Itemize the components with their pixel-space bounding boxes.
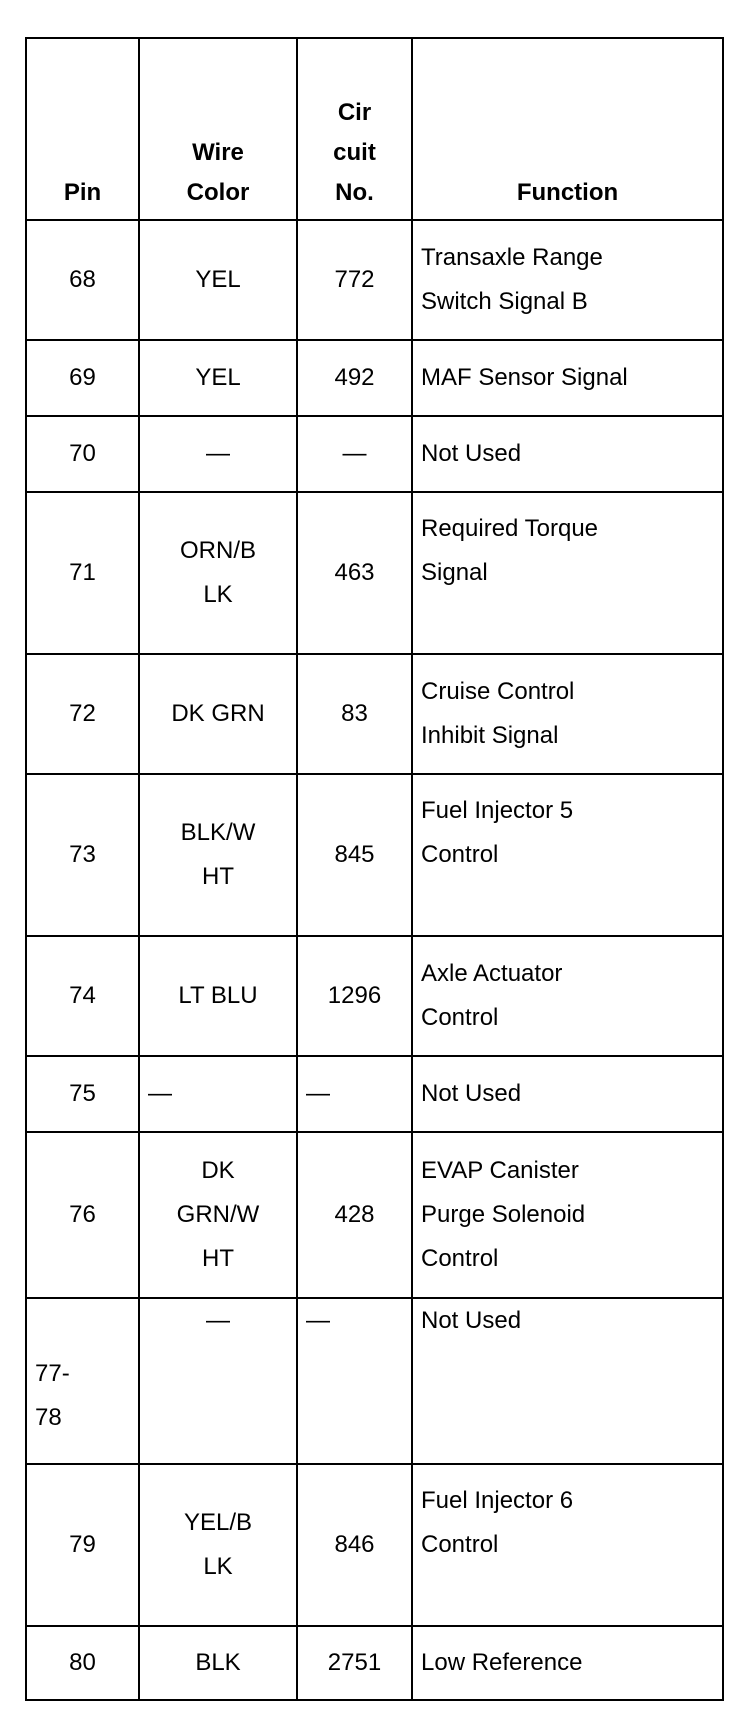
header-circuit-no: Cir cuit No.: [297, 38, 412, 220]
pin-cell: 77- 78: [26, 1298, 139, 1464]
circuit-cell: 428: [297, 1132, 412, 1298]
circuit-cell: 83: [297, 654, 412, 774]
circuit-cell: 772: [297, 220, 412, 340]
header-wire-color: Wire Color: [139, 38, 297, 220]
pin-cell: 70: [26, 416, 139, 492]
pin-cell: 69: [26, 340, 139, 416]
wire-color-cell: YEL/B LK: [139, 1464, 297, 1626]
circuit-cell: 1296: [297, 936, 412, 1056]
table-header: [26, 38, 723, 220]
wire-color-cell: —: [139, 1056, 297, 1132]
table-row: [26, 936, 723, 1056]
wire-color-cell: YEL: [139, 340, 297, 416]
wire-color-cell: —: [139, 416, 297, 492]
function-cell: Axle Actuator Control: [412, 936, 723, 1056]
header-function: Function: [412, 38, 723, 220]
table-row: [26, 340, 723, 416]
table-row: [26, 1626, 723, 1700]
table-row: [26, 654, 723, 774]
pin-cell: 75: [26, 1056, 139, 1132]
table-row: [26, 416, 723, 492]
table-row: [26, 774, 723, 936]
table-row: [26, 1056, 723, 1132]
circuit-cell: —: [297, 1056, 412, 1132]
wire-color-cell: —: [139, 1298, 297, 1464]
function-cell: Required Torque Signal: [412, 492, 723, 654]
circuit-cell: —: [297, 416, 412, 492]
header-pin: Pin: [26, 38, 139, 220]
table-row: [26, 220, 723, 340]
function-cell: Cruise Control Inhibit Signal: [412, 654, 723, 774]
pin-cell: 76: [26, 1132, 139, 1298]
circuit-cell: 492: [297, 340, 412, 416]
circuit-cell: 846: [297, 1464, 412, 1626]
function-cell: Low Reference: [412, 1626, 723, 1700]
wire-color-cell: BLK/W HT: [139, 774, 297, 936]
function-cell: Not Used: [412, 1056, 723, 1132]
pin-cell: 72: [26, 654, 139, 774]
function-cell: Fuel Injector 6 Control: [412, 1464, 723, 1626]
circuit-cell: 2751: [297, 1626, 412, 1700]
function-cell: Transaxle Range Switch Signal B: [412, 220, 723, 340]
pin-cell: 80: [26, 1626, 139, 1700]
wire-color-cell: YEL: [139, 220, 297, 340]
wire-color-cell: DK GRN/W HT: [139, 1132, 297, 1298]
circuit-cell: —: [297, 1298, 412, 1464]
pin-cell: 74: [26, 936, 139, 1056]
table-row: [26, 1464, 723, 1626]
pin-table: [25, 37, 724, 1701]
table-row: [26, 1132, 723, 1298]
circuit-cell: 845: [297, 774, 412, 936]
wire-color-cell: DK GRN: [139, 654, 297, 774]
function-cell: Fuel Injector 5 Control: [412, 774, 723, 936]
function-cell: Not Used: [412, 1298, 723, 1464]
function-cell: EVAP Canister Purge Solenoid Control: [412, 1132, 723, 1298]
table-row: [26, 1298, 723, 1464]
wire-color-cell: ORN/B LK: [139, 492, 297, 654]
function-cell: MAF Sensor Signal: [412, 340, 723, 416]
wire-color-cell: LT BLU: [139, 936, 297, 1056]
circuit-cell: 463: [297, 492, 412, 654]
pin-cell: 68: [26, 220, 139, 340]
pin-cell: 71: [26, 492, 139, 654]
pin-cell: 73: [26, 774, 139, 936]
table-row: [26, 492, 723, 654]
wire-color-cell: BLK: [139, 1626, 297, 1700]
function-cell: Not Used: [412, 416, 723, 492]
pin-cell: 79: [26, 1464, 139, 1626]
